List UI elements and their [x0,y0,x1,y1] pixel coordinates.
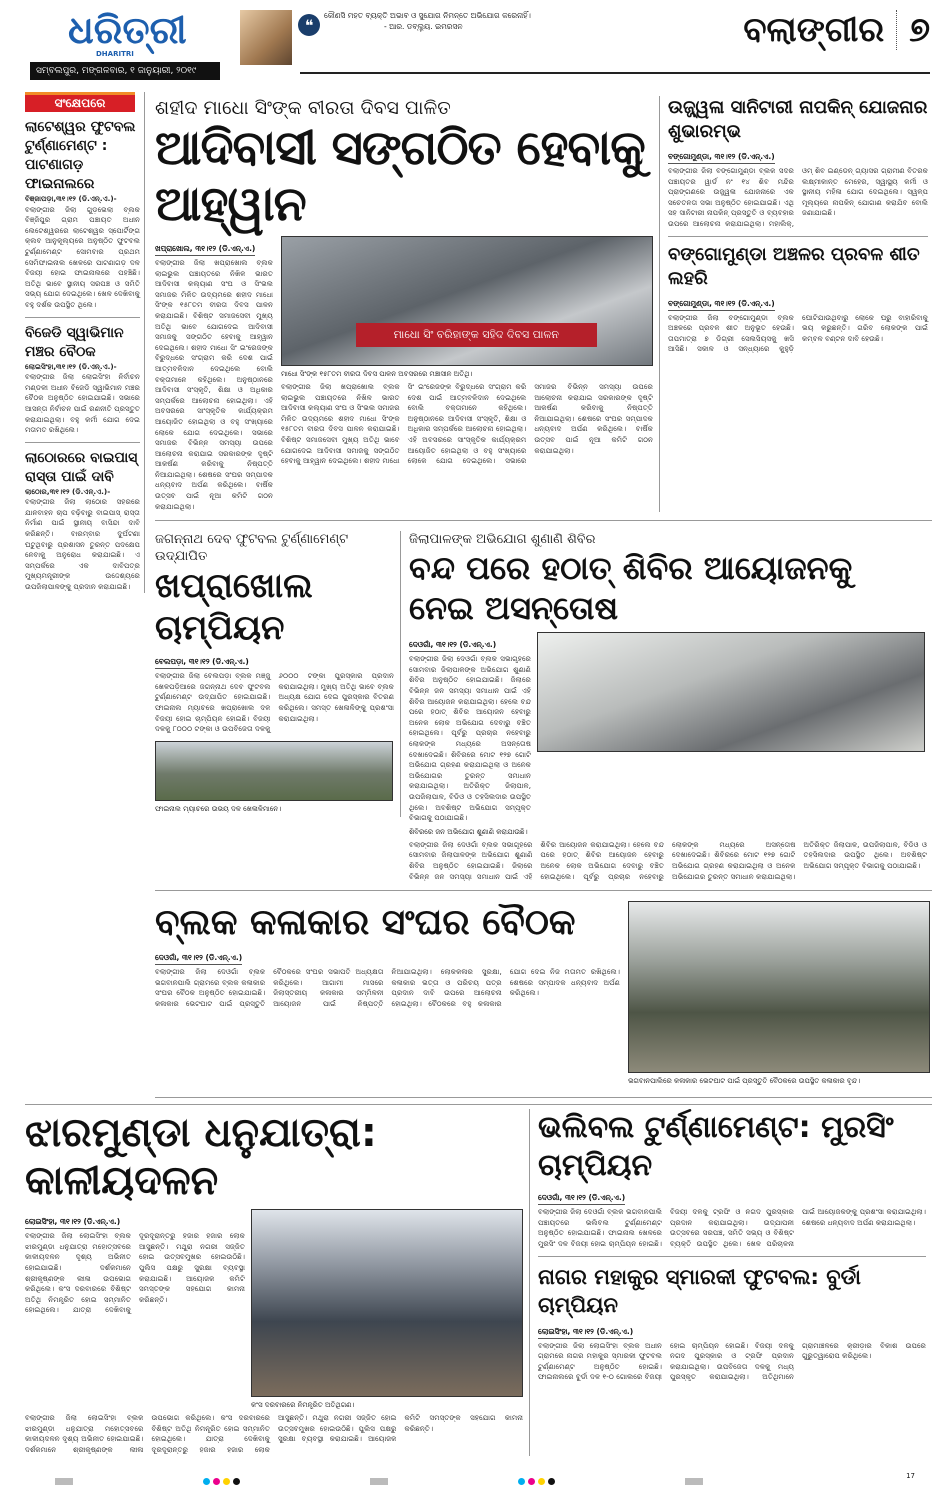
sports-column [538,1109,926,1383]
quote-text: କୌଣସି ମହତ ବ୍ୟକ୍ତି ଅଭାବ ଓ ସୁଯୋଗ ନିମନ୍ତେ ଅଭିଯୋଗ କରେନାହିଁ। [324,11,531,20]
brief-body: ବଲାଙ୍ଗୀର ଜିଲା ଲାଠୋର ସହରରେ ଯାନବାହନ ଚାପ ବଢ଼ିବାରୁ ବାଇପାସ୍ ରାସ୍ତା ନିର୍ମାଣ ପାଇଁ ସ୍ଥାନୀୟ ବାସିନ୍ଦା ଦାବି କରିଛନ୍ତି। ବାରମ୍ବାର ଦୁର୍ଘଟଣା ଘଟୁଥିବାରୁ ପ୍ରଶାସନ ତୁରନ୍ତ ପଦକ୍ଷେପ ନେବାକୁ ଅନୁରୋଧ କରାଯାଇଛି। ଏ ସମ୍ପର୍କରେ ଏକ ଦାବିପତ୍ର ମୁଖ୍ୟମନ୍ତ୍ରୀଙ୍କ ଉଦ୍ଦେଶ୍ୟରେ ଉପଜିଲାପାଳଙ୍କୁ ପ୍ରଦାନ କରାଯାଇଛି। [25,497,140,592]
artists-story [155,901,620,1009]
ujjwala-body: ବଲାଙ୍ଗୀର ଜିଲା ବଙ୍ଗୋମୁଣ୍ଡା ବ୍ଲକ ସଦର ପଞ୍ଚାୟତର ୱାର୍ଡ ନଂ ୧୪ ଶିବ ମନ୍ଦିର ପ୍ରାଙ୍ଗଣରେ ଉଜ୍ଜ୍ୱଳା ଯୋଜନାରେ ଏକ ସଚେତନତା ସଭା ଅନୁଷ୍ଠିତ ହୋଇଯାଇଛି। ଏଥି ସହ ସାନିଟାରୀ ନାପକିନ୍ ପ୍ରସ୍ତୁତି ଓ ବ୍ୟବହାର ଉପରେ ଆଲୋଚନା କରାଯାଇଥିଲା। ମହାଲିକ୍, ଓମ୍ ଶିବ ଇଣ୍ଡେନ୍ ଗ୍ୟାସର ଗ୍ରାମୀଣ ବିତରକ ଲକ୍ଷ୍ମୀକାନ୍ତ ମେହେର, ସ୍ୱାସ୍ଥ୍ୟ କର୍ମୀ ଓ ସ୍ଥାନୀୟ ମହିଳା ଯୋଗ ଦେଇଥିଲେ। ସ୍ୱଳ୍ପ ମୂଲ୍ୟରେ ନାପକିନ୍ ଯୋଗାଣ କରାଯିବ ବୋଲି ଜଣାଯାଇଛି। [668,166,928,228]
quote-box [324,10,554,32]
brief-divider [25,317,140,318]
lead-photo-banner: ମାଧୋ ସିଂ ବରିହାଙ୍କ ସହିଦ ଦିବସ ପାଳନ [356,323,597,347]
quote-author: - ଆର. ଡବ୍ଲ୍ୟୁ. ଇମରସନ [384,22,463,31]
quote-icon: ❝ [298,14,320,36]
lead-headline: ଆଦିବାସୀ ସଙ୍ଗଠିତ ହେବାକୁ ଆହ୍ୱାନ [155,120,645,232]
registration-bar [55,1478,73,1485]
masthead [0,0,945,88]
khaprakhol-headline: ଖପ୍ରାଖୋଲ ଚାମ୍ପିୟନ [155,566,313,649]
khaprakhol-photo-caption: ଫାଇନାଲ ମ୍ୟାଚରେ ଉଭୟ ଦଳ ଖେଳାଳିମାନେ। [155,804,282,813]
grievance-headline: ବନ୍ଦ ପରେ ହଠାତ୍ ଶିବିର ଆୟୋଜନକୁ ନେଇ ଅସନ୍ତୋଷ [409,549,853,628]
lead-photo [281,236,653,366]
dhanuyatra-story [25,1109,530,1455]
lead-body-col: ବଲାଙ୍ଗୀର ଜିଲା ଖପ୍ରାଖୋଲ ବ୍ଲକ ଲାଇଭୁଲ ପଞ୍ଚାୟତରେ ନିଖିଳ ଭାରତ ଆଦିବାସୀ କଲ୍ୟାଣ ସଂଘ ଓ ସିଂଭଲ ସମାଜର ମିଳିତ ଉଦ୍ୟମରେ ଶହୀଦ ମାଧୋ ସିଂଙ୍କ ୧୫୮ତମ ବୀରତା ଦିବସ ପାଳନ କରାଯାଇଛି। ବିଶିଷ୍ଟ ସମାଜସେବୀ ମୁଖ୍ୟ ଅତିଥି ଭାବେ ଯୋଗଦେଇ ଆଦିବାସୀ ସମାଜକୁ ସଙ୍ଗଠିତ ହେବାକୁ ଆହ୍ୱାନ ଦେଇଥିଲେ। ଶହୀଦ ମାଧୋ ସିଂ ଇଂରେଜଙ୍କ ବିରୁଦ୍ଧରେ ସଂଗ୍ରାମ କରି ଦେଶ ପାଇଁ ଆତ୍ମବଳିଦାନ ଦେଇଥିଲେ ବୋଲି ବକ୍ତାମାନେ କହିଥିଲେ। ଅନୁଷ୍ଠାନରେ ଆଦିବାସୀ ସଂସ୍କୃତି, ଶିକ୍ଷା ଓ ଅଧିକାର ସମ୍ପର୍କରେ ଆଲୋଚନା ହୋଇଥିଲା। ଏହି ଅବସରରେ ସାଂସ୍କୃତିକ କାର୍ଯ୍ୟକ୍ରମ ଆୟୋଜିତ ହୋଇଥିଲା ଓ ବହୁ ସଂଖ୍ୟାରେ ଲୋକେ ଯୋଗ ଦେଇଥିଲେ। ସଭାରେ ସମାଜର ବିଭିନ୍ନ ସମସ୍ୟା ଉପରେ ଆଲୋଚନା କରାଯାଇ ସରକାରଙ୍କ ଦୃଷ୍ଟି ଆକର୍ଷଣ କରିବାକୁ ନିଷ୍ପତ୍ତି ନିଆଯାଇଥିଲା। ଶେଷରେ ସଂଘର ସମ୍ପାଦକ ଧନ୍ୟବାଦ ଅର୍ପଣ କରିଥିଲେ। ବାର୍ଷିକ ଉତ୍ସବ ପାଇଁ ନୂଆ କମିଟି ଗଠନ କରାଯାଇଥିଲା। [155,258,273,511]
dhanuyatra-photo-caption: କଂସ ଦରବାରରେ ନିମନ୍ତ୍ରିତ ଅତିଥିଗଣ। [251,1401,355,1410]
ujjwala-dateline: ବଙ୍ଗୋମୁଣ୍ଡା, ୩୧।୧୨ (ଡି.ଏନ୍.ଏ.) [668,152,775,164]
artists-group-photo [628,901,930,1073]
story-divider [538,1256,926,1257]
nagar-dateline: ଲୋଇସିଂହା, ୩୧।୧୨ (ଡି.ଏନ୍.ଏ.) [538,1327,633,1339]
dhanuyatra-photo [251,1209,523,1397]
section-header [743,10,930,50]
brief-headline: ଲାଠୋରରେ ବାଇପାସ୍ ରାସ୍ତା ପାଇଁ ଦାବି [25,449,138,485]
brief-item [25,324,140,436]
brief-headline: ବିଜେଡି ସ୍ୱାଭିମାନ ମଞ୍ଚର ବୈଠକ [25,324,124,360]
masthead-divider [300,72,930,74]
ujjwala-headline: ଉଜ୍ଜ୍ୱଳା ସାନିଟାରୀ ନାପକିନ୍ ଯୋଜନାର ଶୁଭାରମ୍ଭ [668,97,928,142]
briefs-label: ସଂକ୍ଷେପରେ [25,92,135,112]
grievance-dateline: ଦେଓଗାଁ, ୩୧।୧୨ (ଡି.ଏନ୍.ଏ.) [409,640,496,652]
cold-headline: ବଙ୍ଗୋମୁଣ୍ଡା ଅଞ୍ଚଳର ପ୍ରବଳ ଶୀତ ଲହରି [668,243,920,289]
grievance-kicker: ଜିଲାପାଳଙ୍କ ଅଭିଯୋଗ ଶୁଣାଣି ଶିବିର [409,532,596,548]
page-marker: 17 [906,1471,915,1480]
registration-bar [685,1478,703,1485]
lead-story [155,96,660,512]
grievance-body: ବଲାଙ୍ଗୀର ଜିଲା ଦେଓଗାଁ ବ୍ଲକ ସଭାଗୃହରେ ସୋମବାର ଜିଲାପାଳଙ୍କ ଅଭିଯୋଗ ଶୁଣାଣି ଶିବିର ଅନୁଷ୍ଠିତ ହୋଇଯାଇଛି। ଜିଲାରେ ବିଭିନ୍ନ ଜନ ସମସ୍ୟା ସମାଧାନ ପାଇଁ ଏହି ଶିବିର ଆୟୋଜନ କରାଯାଇଥିଲା। ହେଲେ ବନ୍ଦ ପରେ ହଠାତ୍ ଶିବିର ଆୟୋଜନ ହେବାରୁ ଅନେକ ଲୋକ ଅଭିଯୋଗ ଦେବାରୁ ବଞ୍ଚିତ ହୋଇଥିଲେ। ପୂର୍ବରୁ ପ୍ରଚାର ନହେବାରୁ ଲୋକଙ୍କ ମଧ୍ୟରେ ଅସନ୍ତୋଷ ଦେଖାଦେଇଛି। ଶିବିରରେ ମୋଟ ୧୨୭ ଗୋଟି ଅଭିଯୋଗ ଗ୍ରହଣ କରାଯାଇଥିଲା ଓ ଅନେକ ଅଭିଯୋଗର ତୁରନ୍ତ ସମାଧାନ କରାଯାଇଥିଲା। ଅତିରିକ୍ତ ଜିଲାପାଳ, ଉପଜିଲାପାଳ, ବିଡିଓ ଓ ତହସିଲଦାର ଉପସ୍ଥିତ ଥିଲେ। ଅବଶିଷ୍ଟ ଅଭିଯୋଗ ସମ୍ପୃକ୍ତ ବିଭାଗକୁ ପଠାଯାଇଛି। [409,839,927,881]
nagar-body: ବଲାଙ୍ଗୀର ଜିଲା ଲୋଇସିଂହା ବ୍ଲକ ଅଧୀନ ଗ୍ରାମରେ ନାଗର ମହାକୁର ସ୍ମାରକୀ ଫୁଟବଲ ଟୁର୍ଣ୍ଣାମେଣ୍ଟ ଅନୁଷ୍ଠିତ ହୋଇଛି। ଫାଇନାଲରେ ବୁର୍ଡା ଦଳ ୧-୦ ଗୋଲରେ ବିଜୟୀ ହୋଇ ଚାମ୍ପିୟନ ହୋଇଛି। ବିଜୟୀ ଦଳକୁ ନଗଦ ପୁରସ୍କାର ଓ ଟ୍ରଫି ପ୍ରଦାନ କରାଯାଇଥିଲା। ଉପବିଜେତା ଦଳକୁ ମଧ୍ୟ ପୁରସ୍କୃତ କରାଯାଇଥିଲା। ଅତିଥିମାନେ ଗ୍ରାମାଞ୍ଚଳରେ କ୍ରୀଡ଼ାର ବିକାଶ ଉପରେ ଗୁରୁତ୍ୱାରୋପ କରିଥିଲେ। [538,1340,926,1382]
khaprakhol-story [155,531,401,817]
lead-photo-caption: ମାଧୋ ସିଂଙ୍କ ୧୫୮ତମ ବୀରତା ଦିବସ ପାଳନ ଅବସରରେ ମଞ୍ଚାସୀନ ଅତିଥି। [281,370,473,378]
brief-dateline: ବିଞ୍ଜାପଡ଼ା,୩୧।୧୨ (ଡି.ଏନ୍.ଏ.)- [25,194,117,203]
nagar-headline: ନାଗର ମହାକୁର ସ୍ମାରକୀ ଫୁଟବଲ: ବୁର୍ଡା ଚାମ୍ପିୟନ [538,1264,861,1317]
brief-body: ବଲାଙ୍ଗୀର ଜିଲା ଲୋଇସିଂହା ନିର୍ବାଚନ ମଣ୍ଡଳୀ ଅଧୀନ ବିଜେଡି ସ୍ୱାଭିମାନ ମଞ୍ଚର ବୈଠକ ଅନୁଷ୍ଠିତ ହୋଇଯାଇଛି। ସଭାରେ ଆସନ୍ତା ନିର୍ବାଚନ ପାଇଁ ରଣନୀତି ପ୍ରସ୍ତୁତ କରାଯାଇଥିଲା। ବହୁ କର୍ମୀ ଯୋଗ ଦେଇ ମତାମତ ରଖିଥିଲେ। [25,372,140,435]
lead-kicker: ଶହୀଦ ମାଧୋ ସିଂଙ୍କ ବୀରତା ଦିବସ ପାଳିତ [155,97,451,119]
volleyball-headline: ଭଲିବଲ ଟୁର୍ଣ୍ଣାମେଣ୍ଟ: ମୁରସିଂ ଚାମ୍ପିୟନ [538,1110,894,1184]
khaprakhol-body: ବଲାଙ୍ଗୀର ଜିଲା ବେଲପଡ଼ା ବ୍ଲକ ମଞ୍ଜୁ ଖେଳପଡ଼ିଆରେ ଜଗନ୍ନାଥ ଦେବ ଫୁଟବଲ ଟୁର୍ଣ୍ଣାମେଣ୍ଟ ଉଦ୍‌ଯାପିତ ହୋଇଯାଇଛି। ଫାଇନାଲ ମ୍ୟାଚରେ ଖପ୍ରାଖୋଲ ଦଳ ବିଜୟୀ ହୋଇ ଚାମ୍ପିୟନ ହୋଇଛି। ବିଜୟୀ ଦଳକୁ ୮୦୦୦ ଟଙ୍କା ଓ ଉପବିଜେତା ଦଳକୁ ୬୦୦୦ ଟଙ୍କା ପୁରସ୍କାର ପ୍ରଦାନ କରାଯାଇଥିଲା। ମୁଖ୍ୟ ଅତିଥି ଭାବେ ବ୍ଲକ ଅଧ୍ୟକ୍ଷ ଯୋଗ ଦେଇ ପୁରସ୍କାର ବିତରଣ କରିଥିଲେ। ସମସ୍ତ ଖେଳାଳିଙ୍କୁ ପ୍ରଶଂସା କରାଯାଇଥିଲା। [155,671,394,734]
issue-dateline: ସମ୍ବଲପୁର, ମଙ୍ଗଳବାର, ୧ ଜାନୁୟାରୀ, ୨୦୧୯ [30,62,220,80]
brief-headline: ଲାଟେଶ୍ୱର ଫୁଟବଲ ଟୁର୍ଣ୍ଣାମେଣ୍ଟ : ପାଟଣାଗଡ଼ ଫାଇନାଲରେ [25,119,136,192]
grievance-story [409,531,927,882]
story-divider [668,236,928,237]
quote-author-portrait [240,10,292,65]
artists-headline: ବ୍ଲକ କଳାକାର ସଂଘର ବୈଠକ [155,902,576,944]
lead-body: ବଲାଙ୍ଗୀର ଜିଲା ଖପ୍ରାଖୋଲ ବ୍ଲକ ଲାଇଭୁଲ ପଞ୍ଚାୟତରେ ନିଖିଳ ଭାରତ ଆଦିବାସୀ କଲ୍ୟାଣ ସଂଘ ଓ ସିଂଭଲ ସମାଜର ମିଳିତ ଉଦ୍ୟମରେ ଶହୀଦ ମାଧୋ ସିଂଙ୍କ ୧୫୮ତମ ବୀରତା ଦିବସ ପାଳନ କରାଯାଇଛି। ବିଶିଷ୍ଟ ସମାଜସେବୀ ମୁଖ୍ୟ ଅତିଥି ଭାବେ ଯୋଗଦେଇ ଆଦିବାସୀ ସମାଜକୁ ସଙ୍ଗଠିତ ହେବାକୁ ଆହ୍ୱାନ ଦେଇଥିଲେ। ଶହୀଦ ମାଧୋ ସିଂ ଇଂରେଜଙ୍କ ବିରୁଦ୍ଧରେ ସଂଗ୍ରାମ କରି ଦେଶ ପାଇଁ ଆତ୍ମବଳିଦାନ ଦେଇଥିଲେ ବୋଲି ବକ୍ତାମାନେ କହିଥିଲେ। ଅନୁଷ୍ଠାନରେ ଆଦିବାସୀ ସଂସ୍କୃତି, ଶିକ୍ଷା ଓ ଅଧିକାର ସମ୍ପର୍କରେ ଆଲୋଚନା ହୋଇଥିଲା। ଏହି ଅବସରରେ ସାଂସ୍କୃତିକ କାର୍ଯ୍ୟକ୍ରମ ଆୟୋଜିତ ହୋଇଥିଲା ଓ ବହୁ ସଂଖ୍ୟାରେ ଲୋକେ ଯୋଗ ଦେଇଥିଲେ। ସଭାରେ ସମାଜର ବିଭିନ୍ନ ସମସ୍ୟା ଉପରେ ଆଲୋଚନା କରାଯାଇ ସରକାରଙ୍କ ଦୃଷ୍ଟି ଆକର୍ଷଣ କରିବାକୁ ନିଷ୍ପତ୍ତି ନିଆଯାଇଥିଲା। ଶେଷରେ ସଂଘର ସମ୍ପାଦକ ଧନ୍ୟବାଦ ଅର୍ପଣ କରିଥିଲେ। ବାର୍ଷିକ ଉତ୍ସବ ପାଇଁ ନୂଆ କମିଟି ଗଠନ କରାଯାଇଥିଲା। [281,382,653,466]
khaprakhol-team-photo [155,741,393,801]
dhanuyatra-dateline: ଲୋଇସିଂହା, ୩୧।୧୨ (ଡି.ଏନ୍.ଏ.) [25,1217,120,1229]
brief-body: ବଲାଙ୍ଗୀର ଜିଲା ଗୁଡ଼ଭେଲା ବ୍ଲକ ବିଞ୍ଜିପୁର ଗ୍ରାମ ପଞ୍ଚାୟତ ଅଧୀନ ଲେଟେଶ୍ୱରରେ ଲାଟେଶ୍ୱର ସ୍ପୋର୍ଟିଙ୍ଗ କ୍ଲବ ଆନୁକୂଲ୍ୟରେ ଅନୁଷ୍ଠିତ ଫୁଟବଲ ଟୁର୍ଣ୍ଣାମେଣ୍ଟ ସୋମବାର ପ୍ରଥମ ସେମିଫାଇନାଲ ଖେଳରେ ପାଟଣାଗଡ଼ ଦଳ ବିଜୟୀ ହୋଇ ଫାଇନାଲରେ ପହଞ୍ଚିଛି। ଅତିଥି ଭାବେ ସ୍ଥାନୀୟ ସରପଞ୍ଚ ଓ ସମିତି ସଭ୍ୟ ଯୋଗ ଦେଇଥିଲେ। ଖେଳ ଦେଖିବାକୁ ବହୁ ଦର୍ଶକ ଉପସ୍ଥିତ ଥିଲେ। [25,204,140,309]
print-registration-marks [0,1470,945,1491]
artists-photo-block [628,901,930,1089]
khaprakhol-dateline: ବେଲପଡ଼ା, ୩୧।୧୨ (ଡି.ଏନ୍.ଏ.) [155,657,249,669]
artists-photo-caption: ଭଗବାନପାଲିରେ କଳାକାର ଭେଟଘାଟ ପାଇଁ ପ୍ରସ୍ତୁତି ବୈଠକରେ ଉପସ୍ଥିତ କଳାକାର ବୃନ୍ଦ। [628,1077,861,1086]
section-title: ବଲାଙ୍ଗୀର [743,10,885,50]
color-registration-dots [203,1478,240,1485]
brief-item [25,118,140,311]
main-stories [155,92,932,1104]
grievance-photo [537,632,925,752]
brief-dateline: ଲୋଇସିଂହା,୩୧।୧୨ (ଡି.ଏନ୍.ଏ.)- [25,361,117,371]
right-column [668,96,928,355]
page-number: ୭ [896,10,930,50]
artists-body: ବଲାଙ୍ଗୀର ଜିଲା ଦେଓଗାଁ ବ୍ଲକ ଭଗବାନପାଲି ଗ୍ରାମରେ ବ୍ଲକ କଳାକାର ସଂଘର ବୈଠକ ଅନୁଷ୍ଠିତ ହୋଇଯାଇଛି। କଳାକାର ଭେଟଘାଟ ପାଇଁ ପ୍ରସ୍ତୁତି ବୈଠକରେ ସଂଘର ସଭାପତି ଅଧ୍ୟକ୍ଷତା କରିଥିଲେ। ଆଗାମୀ ମାସରେ ଜିଲାସ୍ତରୀୟ କଳାକାର ସମ୍ମିଳନୀ ଆୟୋଜନ ପାଇଁ ନିଷ୍ପତ୍ତି ନିଆଯାଇଥିଲା। ଲୋକକଳାର ସୁରକ୍ଷା, କଳାକାର ଭତ୍ତା ଓ ପରିଚୟ ପତ୍ର ପ୍ରଦାନ ଦାବି ଉପରେ ଆଲୋଚନା ହୋଇଥିଲା। ବୈଠକରେ ବହୁ କଳାକାର ଯୋଗ ଦେଇ ନିଜ ମତାମତ ରଖିଥିଲେ। ଶେଷରେ ସମ୍ପାଦକ ଧନ୍ୟବାଦ ଅର୍ପଣ କରିଥିଲେ। [155,967,620,1008]
lead-dateline: ଖପ୍ରାଖୋଲ, ୩୧।୧୨ (ଡି.ଏନ୍.ଏ.) [155,244,255,256]
briefs-column [25,92,145,593]
brief-item [25,449,140,593]
dhanuyatra-body-top: ବଲାଙ୍ଗୀର ଜିଲା ଲୋଇସିଂହା ବ୍ଲକ ଝାରମୁଣ୍ଡା ଧନୁଯାତ୍ରା ମହୋତ୍ସବରେ କାଳୀୟଦଳନ ଦୃଶ୍ୟ ଅଭିନୀତ ହୋଇଯାଇଛି। ଦର୍ଶକମାନେ ଶ୍ରୀକୃଷ୍ଣଙ୍କ ଲୀଳା ଉପଭୋଗ କରିଥିଲେ। କଂସ ଦରବାରରେ ବିଶିଷ୍ଟ ଅତିଥି ନିମନ୍ତ୍ରିତ ହୋଇ ସମ୍ମାନିତ ହୋଇଥିଲେ। ଯାତ୍ରା ଦେଖିବାକୁ ଦୂରଦୂରାନ୍ତରୁ ହଜାର ହଜାର ଲୋକ ଆସୁଛନ୍ତି। ମଥୁରା ନଗରୀ ସଜ୍ଜିତ ହୋଇ ଉତ୍ସବମୁଖର ହୋଇଉଠିଛି। ପୁଲିସ ପକ୍ଷରୁ ସୁରକ୍ଷା ବ୍ୟବସ୍ଥା କରାଯାଇଛି। ଆୟୋଜକ କମିଟି ସମସ୍ତଙ୍କ ସହଯୋଗ କାମନା କରିଛନ୍ତି। [25,1231,245,1315]
volleyball-dateline: ଦେଓଗାଁ, ୩୧।୧୨ (ଡି.ଏନ୍.ଏ.) [538,1193,625,1205]
grievance-photo-caption: ଶିବିରରେ ଜନ ଅଭିଯୋଗ ଶୁଣାଣି କରାଯାଉଛି। [409,827,528,836]
cold-dateline: ବଙ୍ଗୋମୁଣ୍ଡା, ୩୧।୧୨ (ଡି.ଏନ୍.ଏ.) [668,299,775,311]
page-body [0,88,945,1464]
newspaper-logo-latin: DHARITRI [96,50,134,58]
registration-bar [370,1478,388,1485]
brief-dateline: ଲାଠୋର,୩୧।୧୨ (ଡି.ଏନ୍.ଏ.)- [25,486,111,496]
khaprakhol-kicker: ଜଗନ୍ନାଥ ଦେବ ଫୁଟବଲ ଟୁର୍ଣ୍ଣାମେଣ୍ଟ ଉଦ୍‌ଯାପିତ [155,532,349,565]
artists-dateline: ଦେଓଗାଁ, ୩୧।୧୨ (ଡି.ଏନ୍.ଏ.) [155,953,242,965]
dhanuyatra-headline: ଝାରମୁଣ୍ଡା ଧନୁଯାତ୍ରା: କାଳୀୟଦଳନ [25,1110,377,1205]
newspaper-logo: ଧରିତ୍ରୀ [68,8,187,52]
brief-divider [25,442,140,443]
dhanuyatra-body: ବଲାଙ୍ଗୀର ଜିଲା ଲୋଇସିଂହା ବ୍ଲକ ଝାରମୁଣ୍ଡା ଧନୁଯାତ୍ରା ମହୋତ୍ସବରେ କାଳୀୟଦଳନ ଦୃଶ୍ୟ ଅଭିନୀତ ହୋଇଯାଇଛି। ଦର୍ଶକମାନେ ଶ୍ରୀକୃଷ୍ଣଙ୍କ ଲୀଳା ଉପଭୋଗ କରିଥିଲେ। କଂସ ଦରବାରରେ ବିଶିଷ୍ଟ ଅତିଥି ନିମନ୍ତ୍ରିତ ହୋଇ ସମ୍ମାନିତ ହୋଇଥିଲେ। ଯାତ୍ରା ଦେଖିବାକୁ ଦୂରଦୂରାନ୍ତରୁ ହଜାର ହଜାର ଲୋକ ଆସୁଛନ୍ତି। ମଥୁରା ନଗରୀ ସଜ୍ଜିତ ହୋଇ ଉତ୍ସବମୁଖର ହୋଇଉଠିଛି। ପୁଲିସ ପକ୍ଷରୁ ସୁରକ୍ଷା ବ୍ୟବସ୍ଥା କରାଯାଇଛି। ଆୟୋଜକ କମିଟି ସମସ୍ତଙ୍କ ସହଯୋଗ କାମନା କରିଛନ୍ତି। [25,1413,523,1454]
cold-body: ବଲାଙ୍ଗୀର ଜିଲା ବଙ୍ଗୋମୁଣ୍ଡା ବ୍ଲକ ଅଞ୍ଚଳରେ ପ୍ରବଳ ଶୀତ ଅନୁଭୂତ ହେଉଛି। ତାପମାତ୍ରା ୭ ଡିଗ୍ରୀ ସେଲସିୟସକୁ ଖସି ଆସିଛି। ସକାଳ ଓ ସନ୍ଧ୍ୟାରେ କୁହୁଡ଼ି ଘୋଟିଯାଉଥିବାରୁ ଲୋକେ ଘରୁ ବାହାରିବାକୁ ଭୟ କରୁଛନ୍ତି। ଗରିବ ଲୋକଙ୍କ ପାଇଁ କମ୍ବଳ ବଣ୍ଟନ ଦାବି ହେଉଛି। [668,312,928,354]
grievance-body-col: ବଲାଙ୍ଗୀର ଜିଲା ଦେଓଗାଁ ବ୍ଲକ ସଭାଗୃହରେ ସୋମବାର ଜିଲାପାଳଙ୍କ ଅଭିଯୋଗ ଶୁଣାଣି ଶିବିର ଅନୁଷ୍ଠିତ ହୋଇଯାଇଛି। ଜିଲାରେ ବିଭିନ୍ନ ଜନ ସମସ୍ୟା ସମାଧାନ ପାଇଁ ଏହି ଶିବିର ଆୟୋଜନ କରାଯାଇଥିଲା। ହେଲେ ବନ୍ଦ ପରେ ହଠାତ୍ ଶିବିର ଆୟୋଜନ ହେବାରୁ ଅନେକ ଲୋକ ଅଭିଯୋଗ ଦେବାରୁ ବଞ୍ଚିତ ହୋଇଥିଲେ। ପୂର୍ବରୁ ପ୍ରଚାର ନହେବାରୁ ଲୋକଙ୍କ ମଧ୍ୟରେ ଅସନ୍ତୋଷ ଦେଖାଦେଇଛି। ଶିବିରରେ ମୋଟ ୧୨୭ ଗୋଟି ଅଭିଯୋଗ ଗ୍ରହଣ କରାଯାଇଥିଲା ଓ ଅନେକ ଅଭିଯୋଗର ତୁରନ୍ତ ସମାଧାନ କରାଯାଇଥିଲା। ଅତିରିକ୍ତ ଜିଲାପାଳ, ଉପଜିଲାପାଳ, ବିଡିଓ ଓ ତହସିଲଦାର ଉପସ୍ଥିତ ଥିଲେ। ଅବଶିଷ୍ଟ ଅଭିଯୋଗ ସମ୍ପୃକ୍ତ ବିଭାଗକୁ ପଠାଯାଇଛି। [409,654,531,823]
color-registration-dots [518,1478,555,1485]
volleyball-body: ବଲାଙ୍ଗୀର ଜିଲା ଦେଓଗାଁ ବ୍ଲକ ଭଗବାନପାଲି ପଞ୍ଚାୟତରେ ଭଲିବଲ ଟୁର୍ଣ୍ଣାମେଣ୍ଟ ଅନୁଷ୍ଠିତ ହୋଇଯାଇଛି। ଫାଇନାଲ ଖେଳରେ ମୁରସିଂ ଦଳ ବିଜୟୀ ହୋଇ ଚାମ୍ପିୟନ ହୋଇଛି। ବିଜୟୀ ଦଳକୁ ଟ୍ରଫି ଓ ନଗଦ ପୁରସ୍କାର ପ୍ରଦାନ କରାଯାଇଥିଲା। ଉଦ୍‌ଯାପନୀ ଉତ୍ସବରେ ସରପଞ୍ଚ, ସମିତି ସଭ୍ୟ ଓ ବିଶିଷ୍ଟ ବ୍ୟକ୍ତି ଉପସ୍ଥିତ ଥିଲେ। ଖେଳ ପରିଚାଳନା ପାଇଁ ଆୟୋଜକଙ୍କୁ ପ୍ରଶଂସା କରାଯାଇଥିଲା। ଶେଷରେ ଧନ୍ୟବାଦ ଅର୍ପଣ କରାଯାଇଥିଲା। [538,1207,926,1248]
